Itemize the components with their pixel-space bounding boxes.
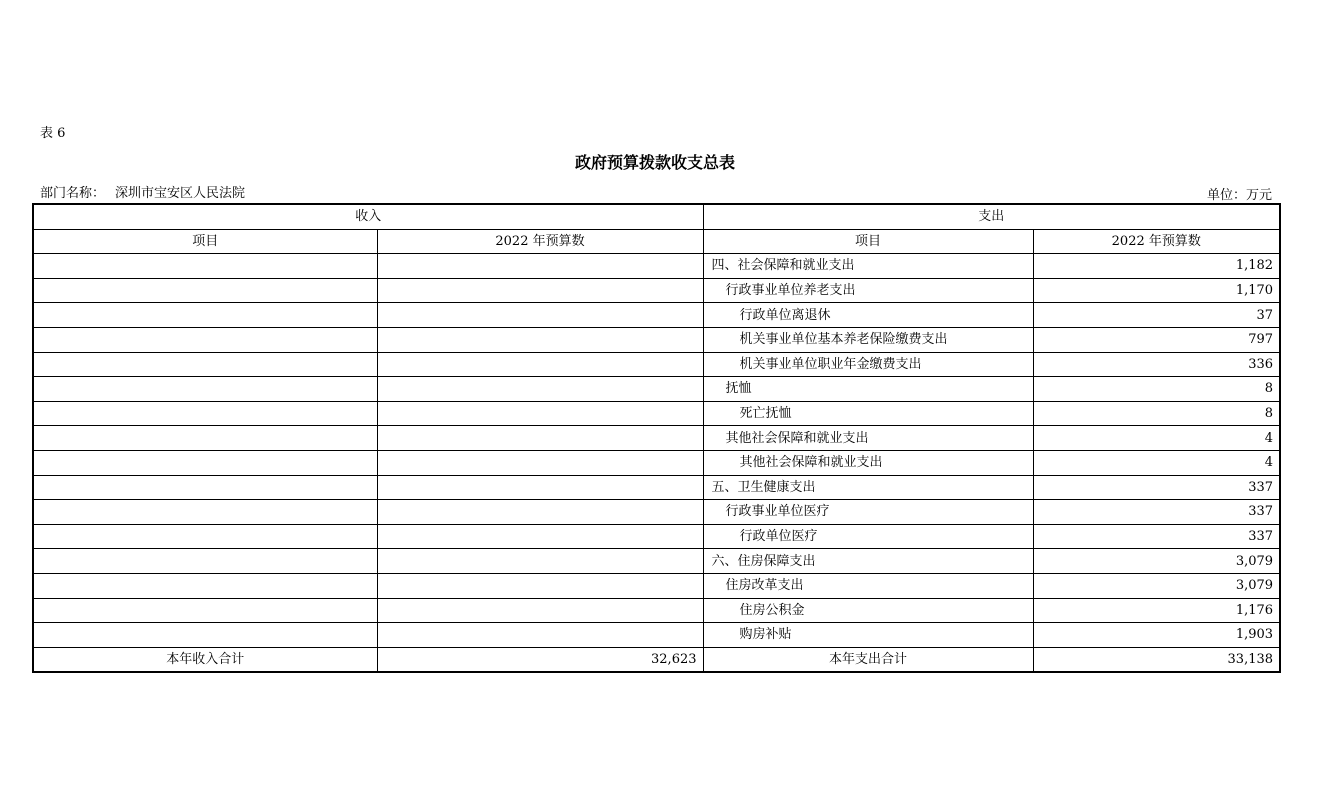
- income-value-cell: [377, 450, 703, 475]
- income-item-cell: [33, 500, 377, 525]
- income-item-cell: [33, 327, 377, 352]
- expense-item-cell: 四、社会保障和就业支出: [703, 254, 1033, 279]
- column-header-row: [33, 229, 1280, 254]
- income-value-cell: [377, 475, 703, 500]
- income-item-cell: [33, 549, 377, 574]
- expense-value-cell: 337: [1033, 524, 1280, 549]
- expense-budget-header: 2022 年预算数: [1033, 229, 1280, 254]
- income-item-cell: [33, 573, 377, 598]
- income-value-cell: [377, 573, 703, 598]
- expense-value-cell: 8: [1033, 377, 1280, 402]
- expense-item-cell: 机关事业单位基本养老保险缴费支出: [703, 327, 1033, 352]
- income-value-cell: [377, 327, 703, 352]
- income-value-cell: [377, 303, 703, 328]
- income-value-cell: [377, 401, 703, 426]
- expense-item-cell: 住房公积金: [703, 598, 1033, 623]
- expense-value-cell: 337: [1033, 475, 1280, 500]
- unit-label: 单位：万元: [1206, 188, 1272, 203]
- expense-value-cell: 3,079: [1033, 549, 1280, 574]
- table-row: [33, 327, 1280, 352]
- page-title: 政府预算拨款收支总表: [574, 153, 735, 172]
- expense-value-cell: 4: [1033, 426, 1280, 451]
- income-item-cell: [33, 475, 377, 500]
- income-item-cell: [33, 524, 377, 549]
- expense-item-cell: 死亡抚恤: [703, 401, 1033, 426]
- table-row: [33, 500, 1280, 525]
- expense-total-label: 本年支出合计: [703, 647, 1033, 672]
- table-row: [33, 549, 1280, 574]
- expense-value-cell: 1,182: [1033, 254, 1280, 279]
- income-item-cell: [33, 426, 377, 451]
- expense-item-cell: 行政事业单位医疗: [703, 500, 1033, 525]
- income-value-cell: [377, 426, 703, 451]
- expense-value-cell: 37: [1033, 303, 1280, 328]
- income-value-cell: [377, 377, 703, 402]
- expense-item-cell: 五、卫生健康支出: [703, 475, 1033, 500]
- expense-item-cell: 其他社会保障和就业支出: [703, 426, 1033, 451]
- table-row: [33, 254, 1280, 279]
- income-item-cell: [33, 598, 377, 623]
- expense-item-cell: 六、住房保障支出: [703, 549, 1033, 574]
- expense-total-value: 33,138: [1033, 647, 1280, 672]
- expense-value-cell: 336: [1033, 352, 1280, 377]
- income-value-cell: [377, 500, 703, 525]
- expense-value-cell: 8: [1033, 401, 1280, 426]
- income-value-cell: [377, 598, 703, 623]
- income-value-cell: [377, 254, 703, 279]
- income-total-value: 32,623: [377, 647, 703, 672]
- expense-value-cell: 337: [1033, 500, 1280, 525]
- income-header: 收入: [33, 204, 703, 229]
- income-value-cell: [377, 549, 703, 574]
- expense-value-cell: 4: [1033, 450, 1280, 475]
- expense-item-cell: 机关事业单位职业年金缴费支出: [703, 352, 1033, 377]
- income-value-cell: [377, 278, 703, 303]
- table-row: [33, 426, 1280, 451]
- expense-item-cell: 抚恤: [703, 377, 1033, 402]
- expense-item-cell: 其他社会保障和就业支出: [703, 450, 1033, 475]
- total-row: [33, 647, 1280, 672]
- expense-item-cell: 行政单位医疗: [703, 524, 1033, 549]
- income-item-cell: [33, 303, 377, 328]
- expense-value-cell: 1,903: [1033, 623, 1280, 648]
- expense-value-cell: 1,170: [1033, 278, 1280, 303]
- table-row: [33, 303, 1280, 328]
- table-row: [33, 573, 1280, 598]
- income-item-cell: [33, 450, 377, 475]
- expense-header: 支出: [703, 204, 1280, 229]
- expense-value-cell: 1,176: [1033, 598, 1280, 623]
- table-row: [33, 401, 1280, 426]
- expense-value-cell: 3,079: [1033, 573, 1280, 598]
- budget-table: [32, 203, 1281, 673]
- table-row: [33, 377, 1280, 402]
- table-row: [33, 524, 1280, 549]
- income-item-header: 项目: [33, 229, 377, 254]
- income-item-cell: [33, 352, 377, 377]
- table-row: [33, 623, 1280, 648]
- income-budget-header: 2022 年预算数: [377, 229, 703, 254]
- expense-item-cell: 行政事业单位养老支出: [703, 278, 1033, 303]
- income-item-cell: [33, 623, 377, 648]
- table-row: [33, 475, 1280, 500]
- income-total-label: 本年收入合计: [33, 647, 377, 672]
- table-row: [33, 352, 1280, 377]
- expense-item-cell: 购房补贴: [703, 623, 1033, 648]
- expense-item-cell: 行政单位离退休: [703, 303, 1033, 328]
- table-number: 表 6: [40, 126, 66, 141]
- department-line: [40, 182, 245, 201]
- income-value-cell: [377, 352, 703, 377]
- income-item-cell: [33, 254, 377, 279]
- expense-item-cell: 住房改革支出: [703, 573, 1033, 598]
- expense-item-header: 项目: [703, 229, 1033, 254]
- income-item-cell: [33, 278, 377, 303]
- income-item-cell: [33, 377, 377, 402]
- income-item-cell: [33, 401, 377, 426]
- expense-value-cell: 797: [1033, 327, 1280, 352]
- income-value-cell: [377, 623, 703, 648]
- table-row: [33, 278, 1280, 303]
- section-header-row: [33, 204, 1280, 229]
- department-label: 部门名称：: [40, 186, 106, 201]
- income-value-cell: [377, 524, 703, 549]
- table-row: [33, 450, 1280, 475]
- table-row: [33, 598, 1280, 623]
- department-name: 深圳市宝安区人民法院: [115, 186, 246, 201]
